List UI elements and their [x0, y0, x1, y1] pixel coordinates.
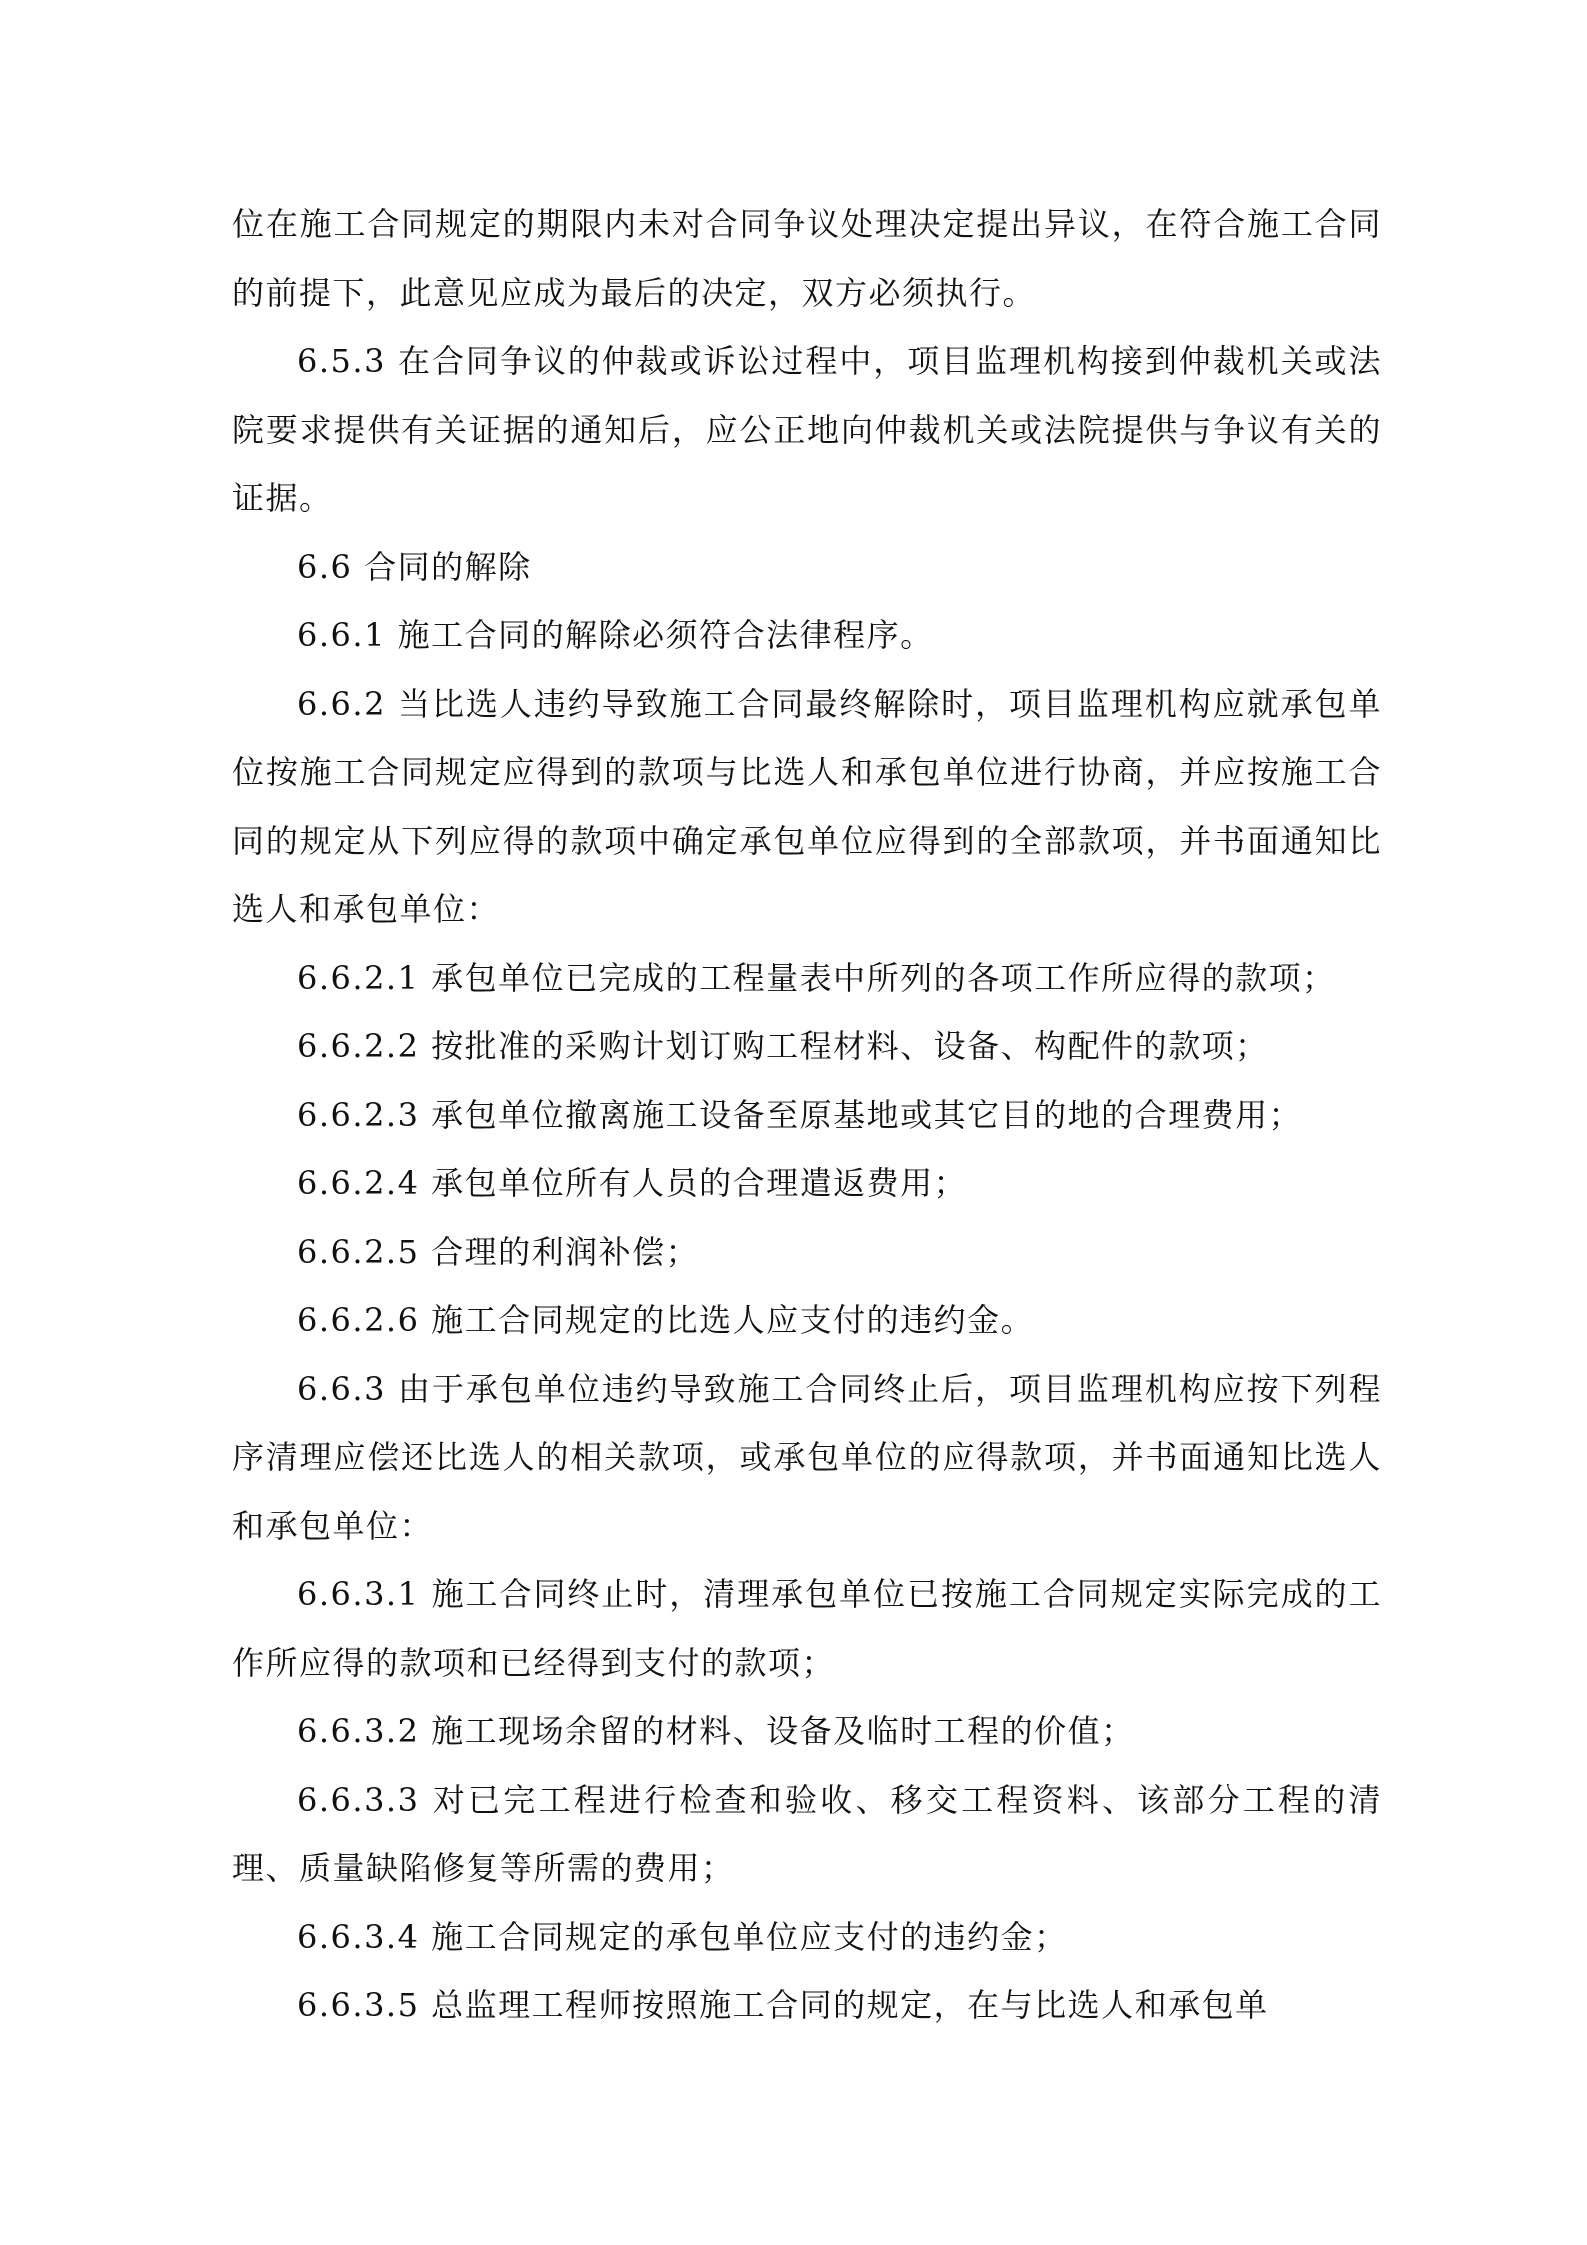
section-heading-6-6: 6.6 合同的解除 — [297, 547, 532, 586]
paragraph-6-6-1: 6.6.1 施工合同的解除必须符合法律程序。 — [297, 616, 934, 654]
paragraph-6-6-2: 6.6.2 当比选人违约导致施工合同最终解除时，项目监理机构应就承包单位按施工合同规定应得到的款项与比选人和承包单位进行协商，并应按施工合同的规定从下列应得的款项中确定承包单位应得到的全部款项，并书面通知比选人和承包单位： — [232, 684, 1382, 928]
list-item-6-6-2-4: 6.6.2.4 承包单位所有人员的合理遣返费用； — [297, 1164, 968, 1202]
list-item-6-6-3-1: 6.6.3.1 施工合同终止时，清理承包单位已按施工合同规定实际完成的工作所应得的款项和已经得到支付的款项； — [232, 1575, 1382, 1682]
document-page — [232, 190, 1382, 2040]
list-item-6-6-2-1: 6.6.2.1 承包单位已完成的工程量表中所列的各项工作所应得的款项； — [297, 958, 1336, 997]
list-item-6-6-2-3: 6.6.2.3 承包单位撤离施工设备至原基地或其它目的地的合理费用； — [297, 1095, 1303, 1134]
list-item-6-6-2-6: 6.6.2.6 施工合同规定的比选人应支付的违约金。 — [297, 1301, 1035, 1339]
list-item-6-6-2-2: 6.6.2.2 按批准的采购计划订购工程材料、设备、构配件的款项； — [297, 1027, 1269, 1065]
list-item-6-6-3-2: 6.6.3.2 施工现场余留的材料、设备及临时工程的价值； — [297, 1712, 1135, 1750]
list-item-6-6-3-4: 6.6.3.4 施工合同规定的承包单位应支付的违约金； — [297, 1917, 1068, 1956]
list-item-6-6-3-3: 6.6.3.3 对已完工程进行检查和验收、移交工程资料、该部分工程的清理、质量缺陷修复等所需的费用； — [232, 1780, 1382, 1887]
paragraph-6-5-3: 6.5.3 在合同争议的仲裁或诉讼过程中，项目监理机构接到仲裁机关或法院要求提供有关证据的通知后，应公正地向仲裁机关或法院提供与争议有关的证据。 — [232, 342, 1382, 517]
list-item-6-6-2-5: 6.6.2.5 合理的利润补偿； — [297, 1232, 700, 1271]
list-item-6-6-3-5: 6.6.3.5 总监理工程师按照施工合同的规定，在与比选人和承包单 — [297, 1986, 1269, 2024]
paragraph-continuation: 位在施工合同规定的期限内未对合同争议处理决定提出异议，在符合施工合同的前提下，此意见应成为最后的决定，双方必须执行。 — [232, 205, 1382, 312]
paragraph-6-6-3: 6.6.3 由于承包单位违约导致施工合同终止后，项目监理机构应按下列程序清理应偿还比选人的相关款项，或承包单位的应得款项，并书面通知比选人和承包单位： — [232, 1369, 1382, 1545]
